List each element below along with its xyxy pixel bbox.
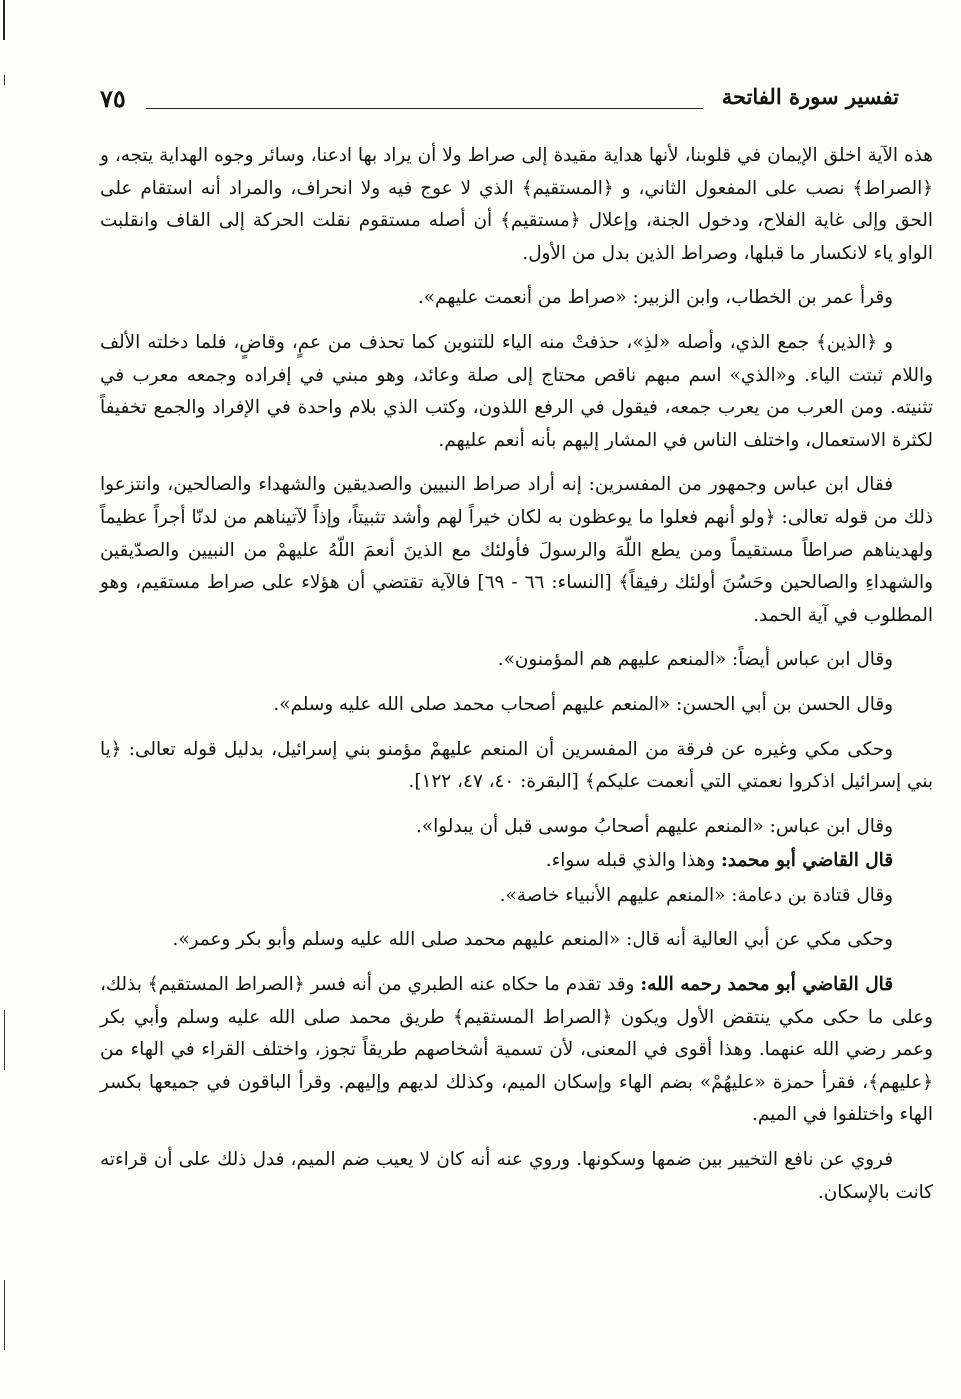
paragraph: وقال ابن عباس أيضاً: «المنعم عليهم هم المؤمنون». (497, 649, 893, 671)
paragraph (100, 845, 933, 878)
page-body (100, 140, 933, 1221)
paragraph (100, 969, 933, 1132)
scan-tick-mark (4, 75, 5, 85)
page-number: ٧٥ (100, 84, 126, 113)
speaker-label: قال القاضي أبو محمد رحمه الله: (640, 974, 893, 996)
paragraph: فروي عن نافع التخيير بين ضمها وسكونها. وروي عنه أنه كان لا يعيب ضم الميم، فدل ذلك على أن قراءته كانت بالإسكان. (100, 1149, 933, 1203)
paragraph: وقال الحسن بن أبي الحسن: «المنعم عليهم أصحاب محمد صلى الله عليه وسلم». (273, 693, 893, 715)
paragraph: هذه الآية اخلق الإيمان في قلوبنا، لأنها هداية مقيدة إلى صراط ولا أن يراد بها ادعنا، وسائر وجوه الهداية يتجه، و ﴿الصراط﴾ نصب على المفعول الثاني، و ﴿المستقيم﴾ الذي لا عوج فيه ولا انحراف، والمراد أنه استقام على الحق وإلى غاية الفلاح، ودخول الجنة، وإعلال ﴿مستقيم﴾ أن أصله مستقوم نقلت الحركة إلى القاف وانقلبت الواو ياء لانكسار ما قبلها، وصراط الذين بدل من الأول. (100, 145, 933, 264)
paragraph: وحكى مكي عن أبي العالية أنه قال: «المنعم عليهم محمد صلى الله عليه وسلم وأبو بكر وعمر». (172, 929, 893, 951)
speaker-label: قال القاضي أبو محمد: (720, 850, 893, 872)
paragraph: وحكى مكي وغيره عن فرقة من المفسرين أن المنعم عليهمْ مؤمنو بني إسرائيل، بدليل قوله تعالى: ﴿يا بني إسرائيل اذكروا نعمتي التي أنعمت عليكم﴾ [البقرة: ٤٠، ٤٧، ١٢٢]. (100, 738, 933, 793)
paragraph: فقال ابن عباس وجمهور من المفسرين: إنه أراد صراط النبيين والصديقين والشهداء والصالحين، وانتزعوا ذلك من قوله تعالى: ﴿ولو أنهم فعلوا ما يوعظون به لكان خيراً لهم وأشد تثبيتاً، وإذاً لآتيناهم من لدنّا أجراً عظيماً ولهديناهم صراطاً مستقيماً ومن يطع اللّهَ والرسولَ فأولئك مع الذينَ أنعمَ اللّهُ عليهمْ من النبيين والصدّيقين والشهداءِ والصالحين وحَسُنَ أولئك رفيقاً﴾ [النساء: ٦٦ - ٦٩] فالآية تقتضي أن هؤلاء على صراط مستقيم، وهو المطلوب في آية الحمد. (100, 474, 933, 626)
scan-edge-mark (3, 0, 5, 40)
header-title: تفسير سورة الفاتحة (721, 84, 899, 109)
paragraph: و ﴿الذين﴾ جمع الذي، وأصله «لذِ»، حذفتْ منه الياء للتنوين كما تحذف من عمٍ، وقاضٍ، فلما دخلته الألف واللام ثبتت الياء. و«الذي» اسم مبهم ناقص محتاج إلى صلة وعائد، وهو مبني في إفراده وجمعه معرب في تثنيته. ومن العرب من يعرب جمعه، فيقول في الرفع اللذون، وكتب الذي بلام واحدة في الإفراد والجمع تخفيفاً لكثرة الاستعمال، واختلف الناس في المشار إليهم بأنه أنعم عليهم. (100, 331, 933, 451)
header-rule (146, 108, 703, 109)
paragraph-text: وهذا والذي قبله سواء. (545, 850, 716, 872)
paragraph: وقال قتادة بن دعامة: «المنعم عليهم الأنبياء خاصة». (499, 884, 893, 906)
paragraph: وقال ابن عباس: «المنعم عليهم أصحابُ موسى قبل أن يبدلوا». (416, 815, 893, 837)
paragraph-text: وقد تقدم ما حكاه عنه الطبري من أنه فسر ﴿الصراط المستقيم﴾ بذلك، وعلى ما حكى مكي ينتقض الأول ويكون ﴿الصراط المستقيم﴾ طريق محمد صلى الله عليه وسلم وأبي بكر وعمر رضي الله عنهما. وهذا أقوى في المعنى، لأن تسمية أشخاصهم طريقاً تجوز، واختلف القراء في الهاء من ﴿عليهم﴾، فقرأ حمزة «عليهُمْ» بضم الهاء وإسكان الميم، وكذلك لديهم وإليهم. وقرأ الباقون في جميعها بكسر الهاء واختلفوا في الميم. (100, 974, 933, 1126)
scan-tick-mark (4, 1010, 5, 1070)
paragraph: وقرأ عمر بن الخطاب، وابن الزبير: «صراط من أنعمت عليهم». (417, 287, 893, 309)
scan-tick-mark (4, 1280, 5, 1350)
running-header (100, 84, 899, 124)
